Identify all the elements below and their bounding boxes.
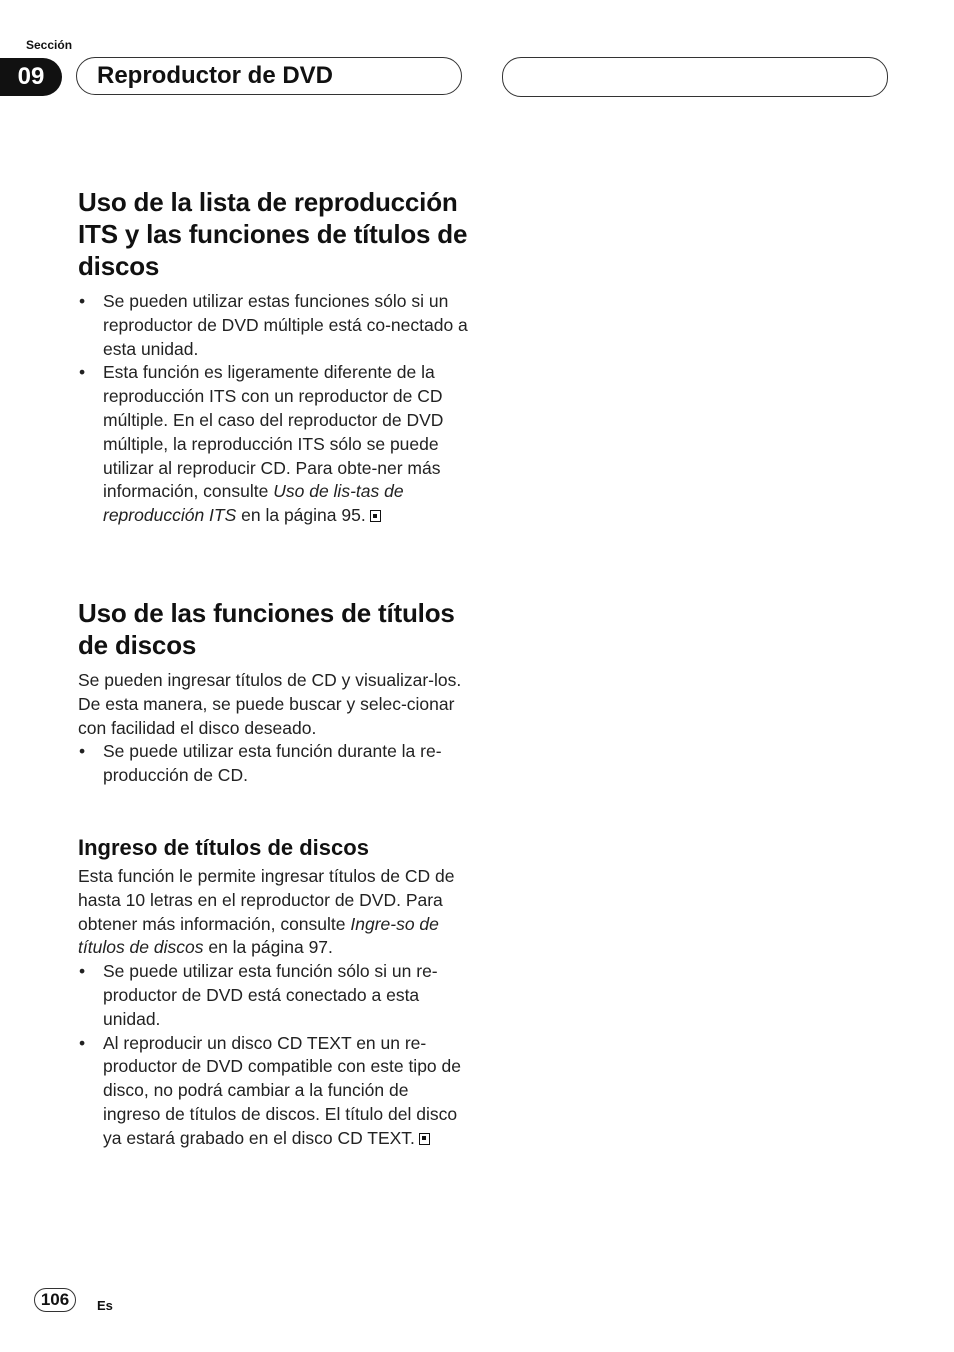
paragraph-text: Esta función le permite ingresar títulos de CD de hasta 10 letras en el reproductor de DVD. Para obtener más información, consulte — [78, 866, 455, 934]
section-entering-disc-titles — [78, 834, 468, 1151]
item-text: Esta función es ligeramente diferente de la reproducción ITS con un reproductor de CD múltiple. En el caso del reproductor de DVD múltiple, la reproducción ITS sólo se puede utilizar al reproducir CD. Para obte-ner más información, consulte — [103, 362, 444, 502]
cross-reference: Ingre-so de títulos de discos — [78, 913, 439, 958]
list-item: • Se puede utilizar esta función durante la re-producción de CD. — [78, 740, 468, 788]
page-number: 106 — [34, 1288, 76, 1312]
cross-reference: Uso de lis-tas de reproducción ITS — [103, 481, 404, 526]
section-heading: Uso de las funciones de títulos de discos — [78, 598, 455, 660]
list-item — [78, 361, 468, 528]
section-its-disc-titles — [78, 186, 468, 528]
bullet-list — [78, 290, 468, 528]
section-title: Reproductor de DVD — [97, 62, 334, 89]
item-text: Al reproducir un disco CD TEXT en un re-productor de DVD compatible con este tipo de disco, no podrá cambiar a la función de ingreso de títulos de discos. El título del disco ya estará grabado en el disco CD TEXT. — [103, 1032, 461, 1148]
bullet-list — [78, 960, 468, 1150]
language-code: Es — [97, 1298, 113, 1313]
subsection-heading: Ingreso de títulos de discos — [78, 835, 369, 860]
item-text: en la página 95. — [236, 505, 366, 526]
empty-header-box — [502, 57, 888, 97]
list-item: • Se puede utilizar esta función sólo si un re-productor de DVD está conectado a esta unidad. — [78, 960, 468, 1031]
list-item — [78, 1032, 468, 1151]
list-item: • Se pueden utilizar estas funciones sólo si un reproductor de DVD múltiple está co-nectado a esta unidad. — [78, 290, 468, 361]
section-disc-title-functions — [78, 597, 468, 788]
section-label: Sección — [26, 38, 73, 52]
paragraph-text: en la página 97. — [203, 937, 333, 958]
bullet-list — [78, 740, 468, 788]
section-number-badge: 09 — [0, 58, 62, 96]
section-heading: Uso de la lista de reproducción ITS y las funciones de títulos de discos — [78, 187, 468, 281]
end-mark-icon — [370, 510, 381, 522]
intro-paragraph — [78, 865, 468, 960]
intro-paragraph: Se pueden ingresar títulos de CD y visualizar-los. De esta manera, se puede buscar y selec-cionar con facilidad el disco deseado. — [78, 670, 462, 738]
end-mark-icon — [419, 1133, 430, 1145]
section-title-box — [76, 57, 462, 95]
